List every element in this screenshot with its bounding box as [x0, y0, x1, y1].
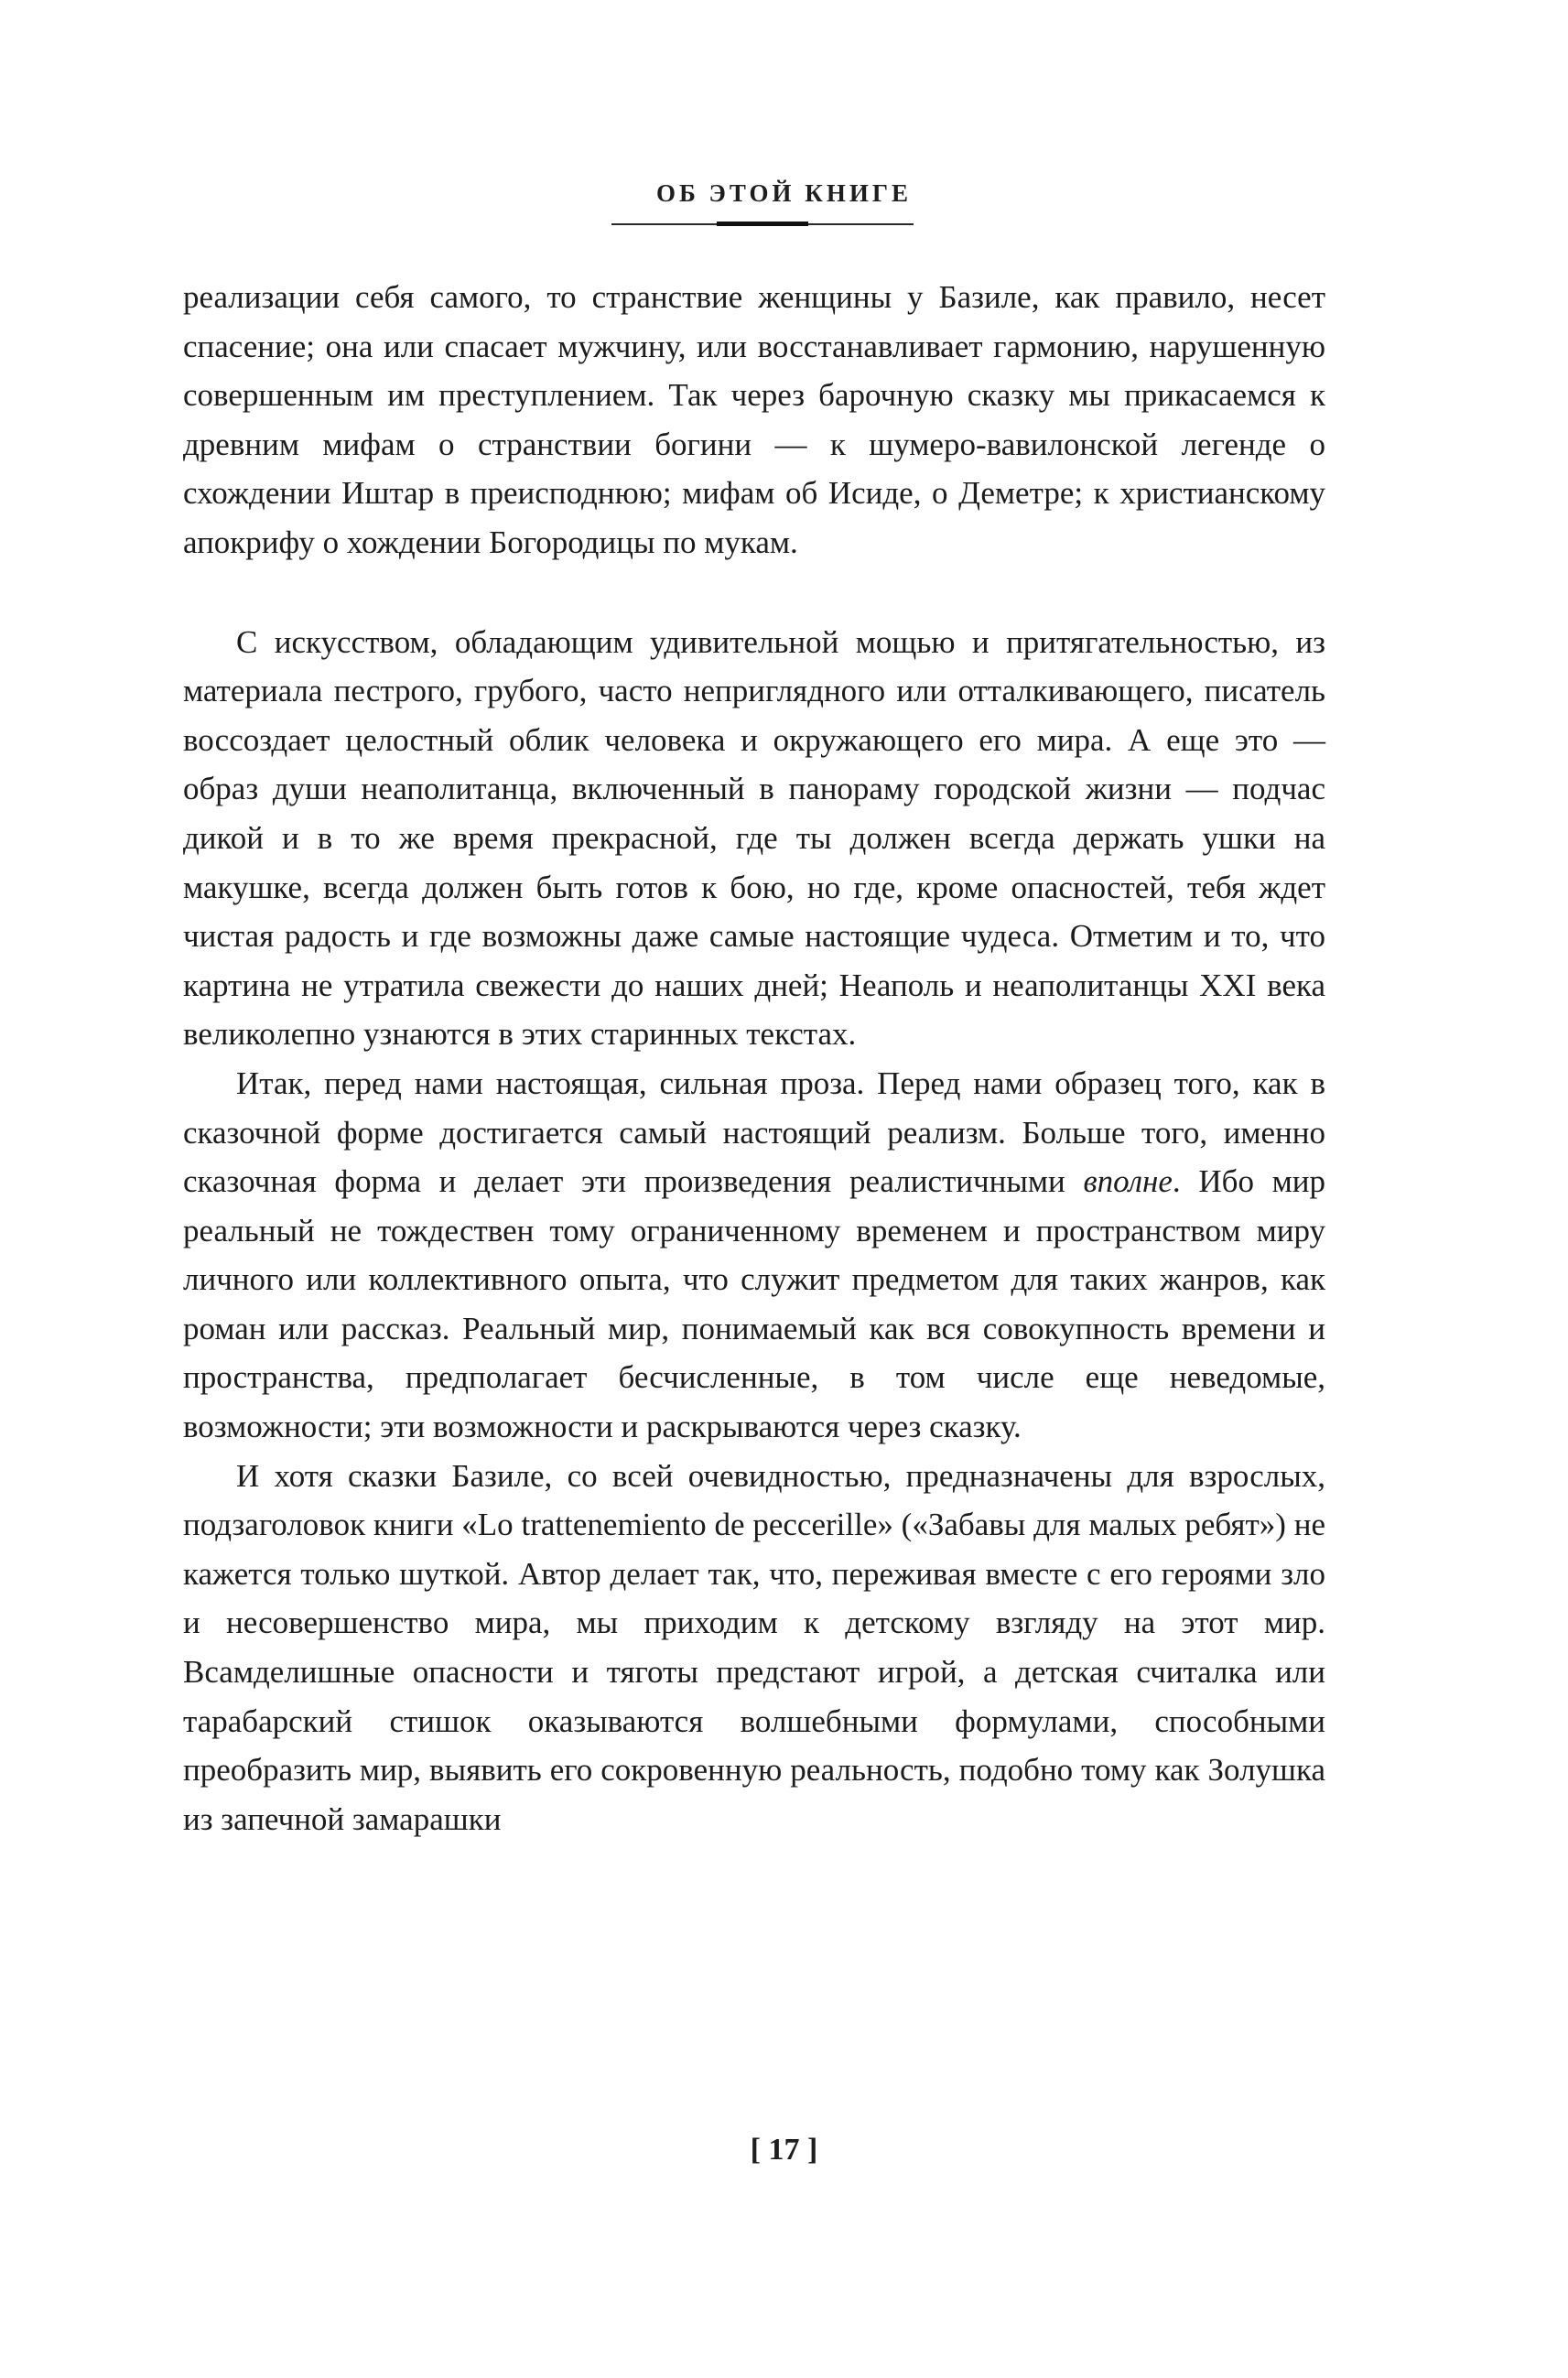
running-head: ОБ ЭТОЙ КНИГЕ [655, 179, 913, 207]
running-head-rule [611, 223, 914, 225]
paragraph: И хотя сказки Базиле, со всей очевидностью, предназначены для взрослых, подзаголовок книги «Lo trattenemiento de peccerille» («Забавы для малых ребят») не кажется только шуткой. Автор делает так, что, переживая вместе с его героями зло и несовершенство мира, мы приходим к детскому взгляду на этот мир. Всамделишные опасности и тяготы предстают игрой, а детская считалка или тарабарский стишок оказываются волшебными формулами, способными преобразить мир, выявить его сокровенную реальность, подобно тому как Золушка из запечной замарашки [183, 1457, 1325, 1837]
paragraph-continued: реализации себя самого, то странствие женщины у Базиле, как правило, несет спасение; она или спасает мужчину, или восстанавливает гармонию, нарушенную совершенным им преступлением. Так через барочную сказку мы прикасаемся к древним мифам о странствии богини — к шумеро-вавилонской легенде о схождении Иштар в преисподнюю; мифам об Исиде, о Деметре; к христианскому апокрифу о хождении Богородицы по мукам. [183, 279, 1325, 560]
paragraph: С искусством, обладающим удивительной мощью и притягательностью, из материала пестрого, грубого, часто неприглядного или отталкивающего, писатель воссоздает целостный облик человека и окружающего его мира. А еще это — образ души неаполитанца, включенный в панораму городской жизни — подчас дикой и в то же время прекрасной, где ты должен всегда держать ушки на макушке, всегда должен быть готов к бою, но где, кроме опасностей, тебя ждет чистая радость и где возможны даже самые настоящие чудеса. Отметим и то, что картина не утратила свежести до наших дней; Неаполь и неаполитанцы XXI века великолепно узнаются в этих старинных текстах. [183, 623, 1325, 1053]
italic-emphasis: вполне [1083, 1163, 1173, 1200]
paragraph [183, 1059, 1325, 1452]
body-text [183, 273, 1325, 1843]
paragraph-text: . Ибо мир реальный не тождествен тому ограниченному временем и пространством миру личного или коллективного опыта, что служит предметом для таких жанров, как роман или рассказ. Реальный мир, понимаемый как вся совокупность времени и пространства, предполагает бесчисленные, в том числе еще неведомые, возможности; эти возможности и раскрываются через сказку. [183, 1163, 1326, 1445]
page-number: [ 17 ] [750, 2133, 818, 2167]
paragraph-text: Итак, перед нами настоящая, сильная проза. Перед нами образец того, как в сказочной форме достигается самый настоящий реализм. Больше того, именно сказочная форма и делает эти произведения реалистичными [183, 1065, 1325, 1200]
